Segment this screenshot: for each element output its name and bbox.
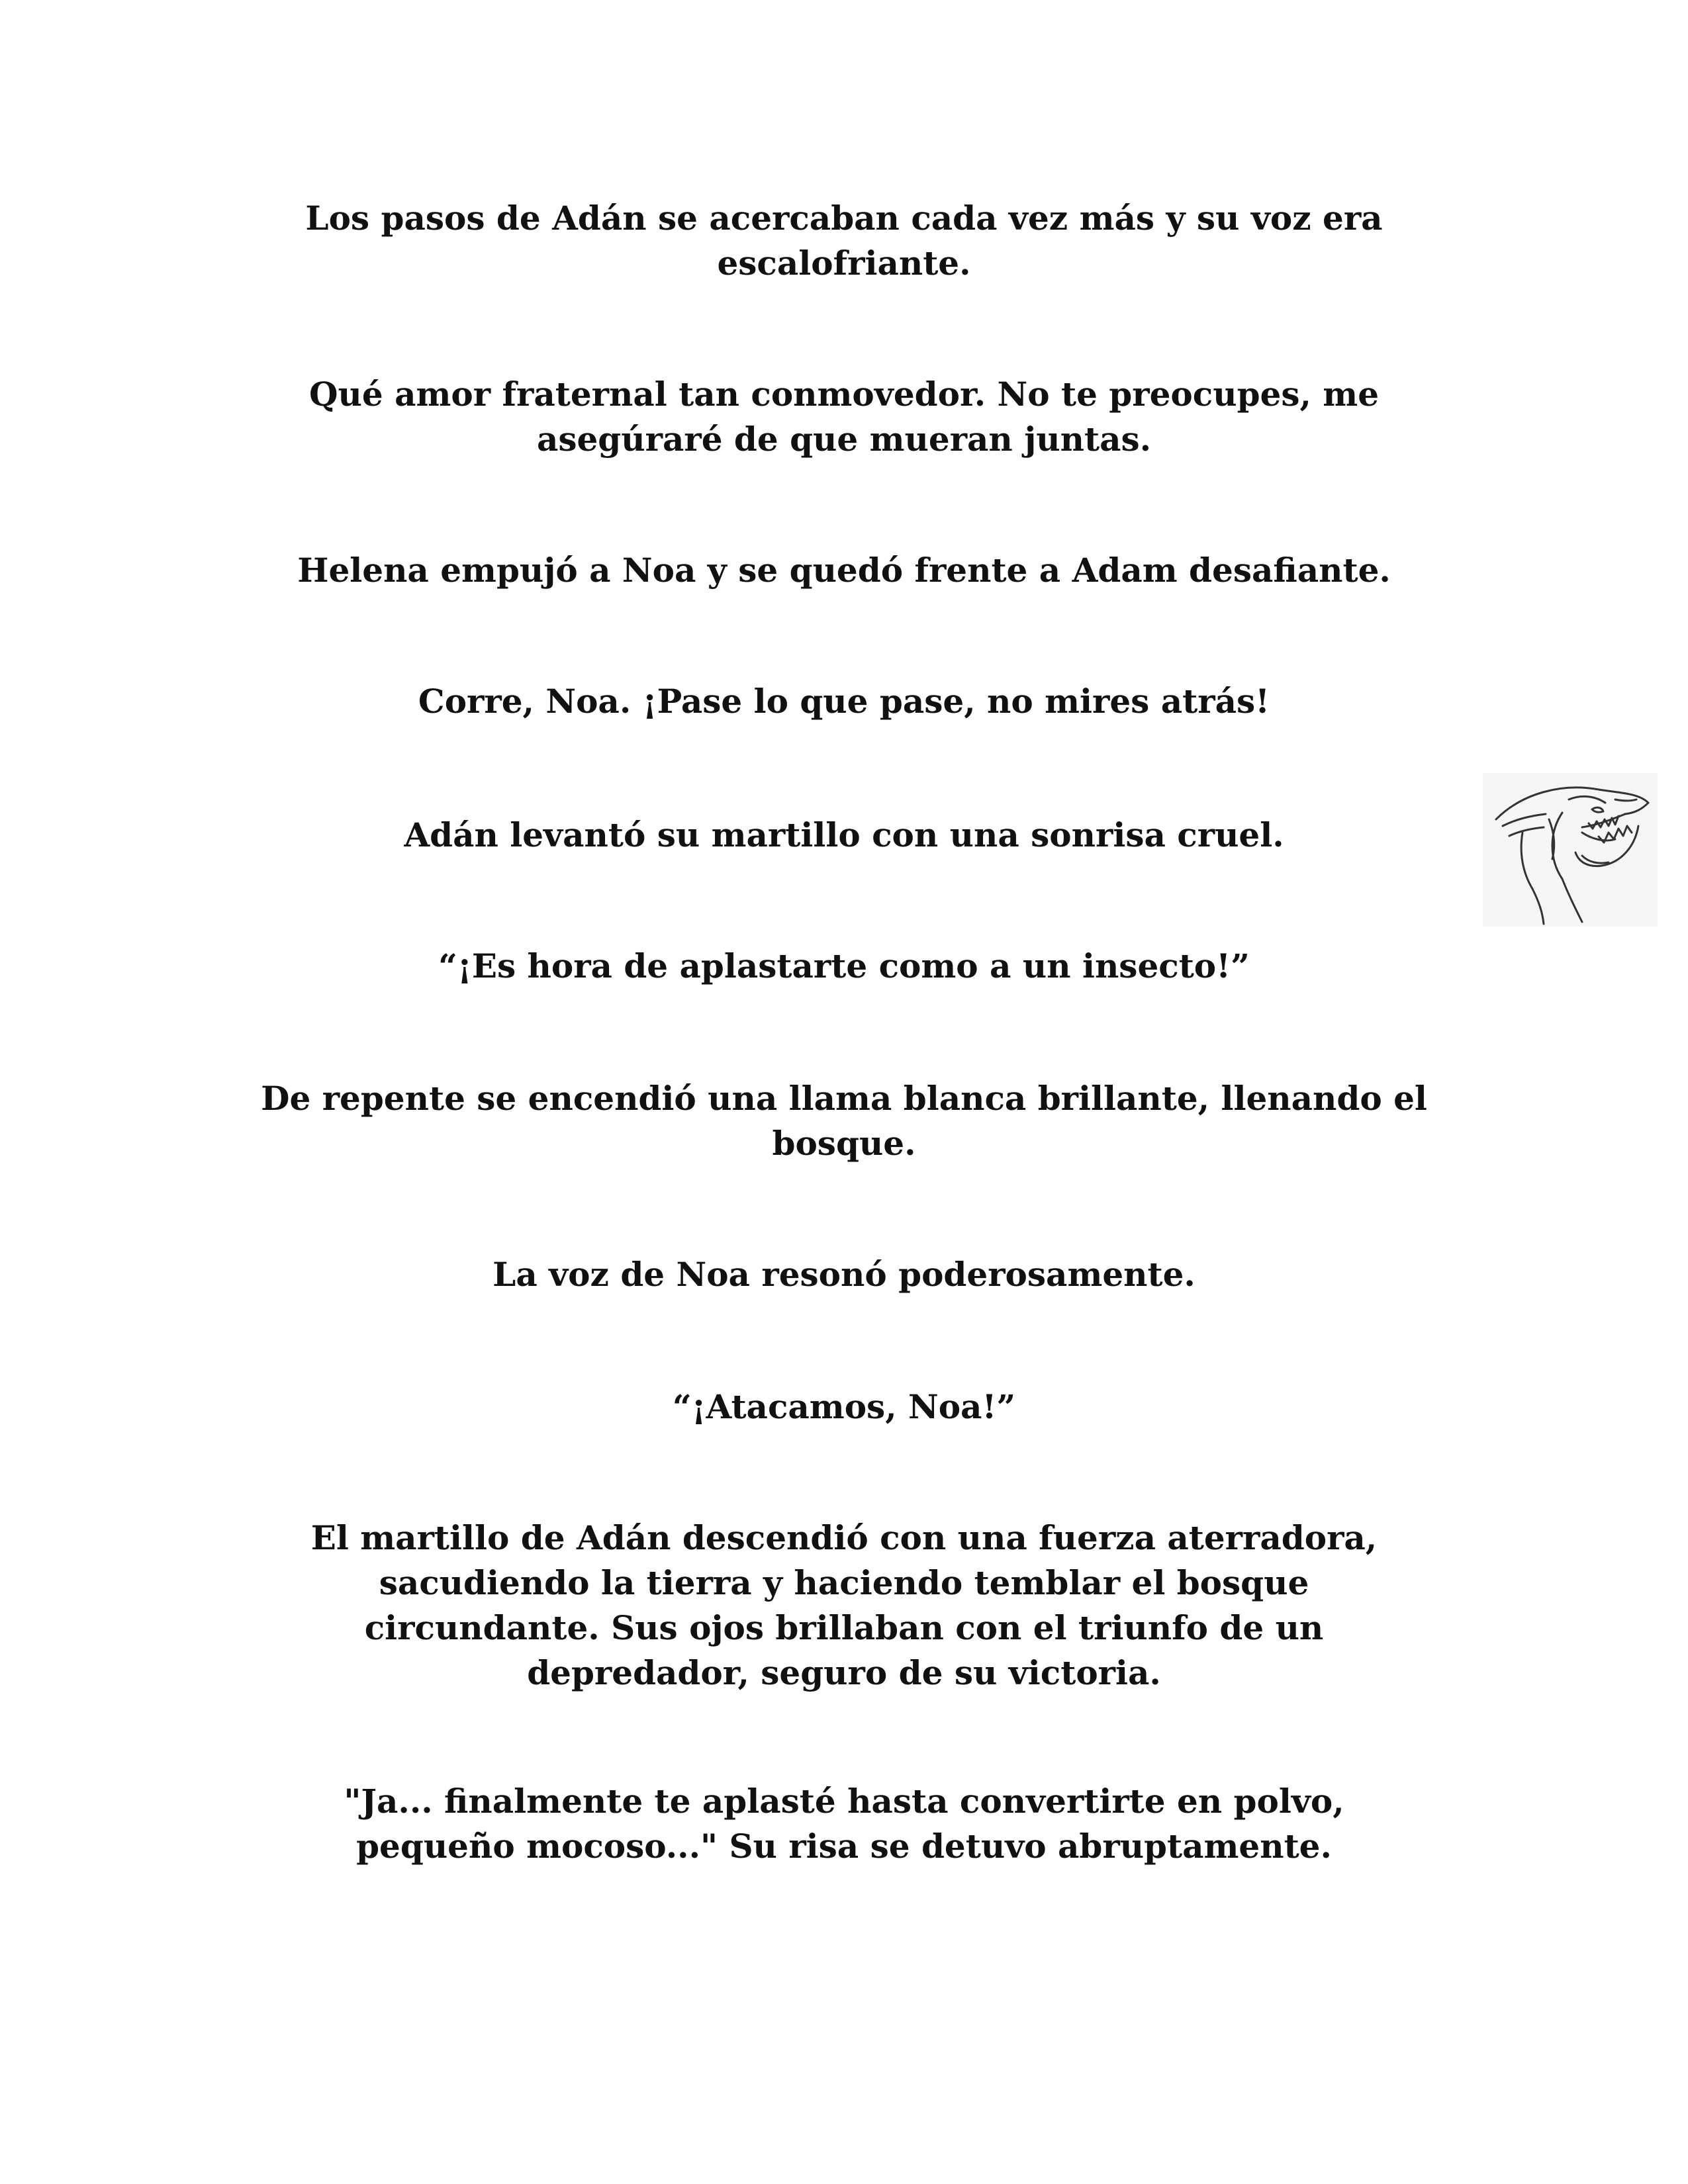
dinosaur-head-sketch-icon [1483,773,1658,927]
paragraph-5: Adán levantó su martillo con una sonrisa cruel. [404,815,1284,854]
paragraph-2: Qué amor fraternal tan conmovedor. No te preocupes, me asegúraré de que mueran juntas. [308,375,1380,459]
paragraph-7: De repente se encendió una llama blanca brillante, llenando el bosque. [261,1079,1427,1163]
paragraph-11: "Ja... finalmente te aplasté hasta convertirte en polvo, pequeño mocoso..." Su risa se detuvo abruptamente. [344,1782,1344,1866]
paragraph-3: Helena empujó a Noa y se quedó frente a Adam desafiante. [297,551,1391,590]
paragraph-4: Corre, Noa. ¡Pase lo que pase, no mires atrás! [418,682,1270,721]
paragraph-6: “¡Es hora de aplastarte como a un insecto!” [438,946,1250,985]
paragraph-8: La voz de Noa resonó poderosamente. [492,1255,1196,1294]
paragraph-1: Los pasos de Adán se acercaban cada vez más y su voz era escalofriante. [305,199,1383,283]
paragraph-10: El martillo de Adán descendió con una fuerza aterradora, sacudiendo la tierra y haciendo temblar el bosque circundante. Sus ojos brillaban con el triunfo de un depredador, seguro de su victoria. [310,1518,1378,1692]
paragraph-9: “¡Atacamos, Noa!” [672,1387,1016,1426]
